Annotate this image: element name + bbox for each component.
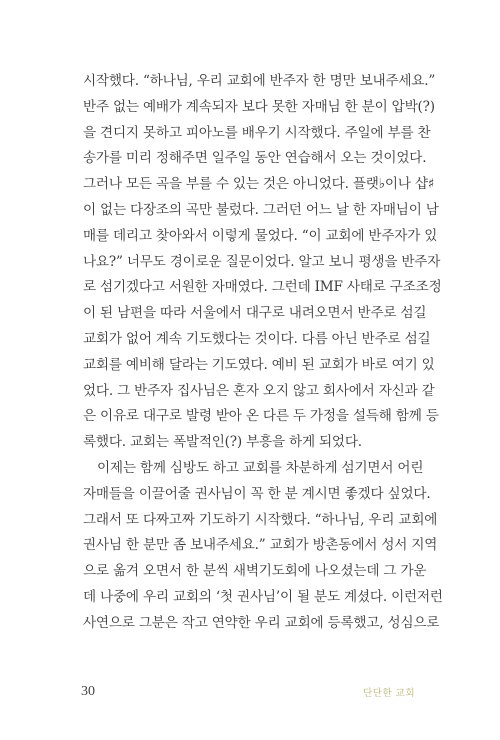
text-line: 록했다. 교회는 폭발적인(?) 부흥을 하게 되었다. [83,434,362,451]
text-line: 나요?” 너무도 경이로운 질문이었다. 알고 보니 평생을 반주자 [83,253,441,270]
text-line: 송가를 미리 정해주면 일주일 동안 연습해서 오는 것이었다. [83,150,427,167]
text-line: 었다. 그 반주자 집사님은 혼자 오지 않고 회사에서 자신과 같 [83,382,435,399]
text-line: 은 이유로 대구로 발령 받아 온 다른 두 가정을 설득해 함께 등 [83,408,439,425]
text-line: 교회를 예비해 달라는 기도였다. 예비 된 교회가 바로 여기 있 [83,356,435,373]
running-title: 단단한 교회 [363,688,415,699]
text-line: 을 견디지 못하고 피아노를 배우기 시작했다. 주일에 부를 찬 [83,124,431,141]
text-line: 자매들을 이끌어줄 권사님이 꼭 한 분 계시면 좋겠다 싶었다. [83,485,431,502]
text-line: 로 섬기겠다고 서원한 자매였다. 그런데 IMF 사태로 구조조정 [83,279,442,296]
text-line: 그러나 모든 곡을 부를 수 있는 것은 아니었다. 플랫♭이나 샵♯ [83,176,435,193]
text-line: 이제는 함께 심방도 하고 교회를 차분하게 섬기면서 어린 [97,459,424,476]
body-text [83,69,443,637]
text-line: 반주 없는 예배가 계속되자 보다 못한 자매님 한 분이 압박(?) [83,98,435,115]
text-line: 이 없는 다장조의 곡만 불렀다. 그러던 어느 날 한 자매님이 남 [83,201,439,218]
text-line: 으로 옮겨 오면서 한 분씩 새벽기도회에 나오셨는데 그 가운 [83,563,427,580]
text-line: 이 된 남편을 따라 서울에서 대구로 내려오면서 반주로 섬길 [83,305,427,322]
text-line: 그래서 또 다짜고짜 기도하기 시작했다. “하나님, 우리 교회에 [83,511,438,528]
text-line: 교회가 없어 계속 기도했다는 것이다. 다름 아닌 반주로 섬길 [83,330,431,347]
page-number: 30 [81,684,95,699]
text-line: 데 나중에 우리 교회의 ‘첫 권사님’이 될 분도 계셨다. 이런저런 [83,588,443,605]
text-line: 시작했다. “하나님, 우리 교회에 반주자 한 명만 보내주세요.” [83,73,436,89]
text-line: 권사님 한 분만 좀 보내주세요.” 교회가 방촌동에서 성서 지역 [83,537,438,554]
text-line: 매를 데리고 찾아와서 이렇게 물었다. “이 교회에 반주자가 있 [83,227,438,244]
text-line: 사연으로 그분은 작고 연약한 우리 교회에 등록했고, 성심으로 [83,614,440,631]
